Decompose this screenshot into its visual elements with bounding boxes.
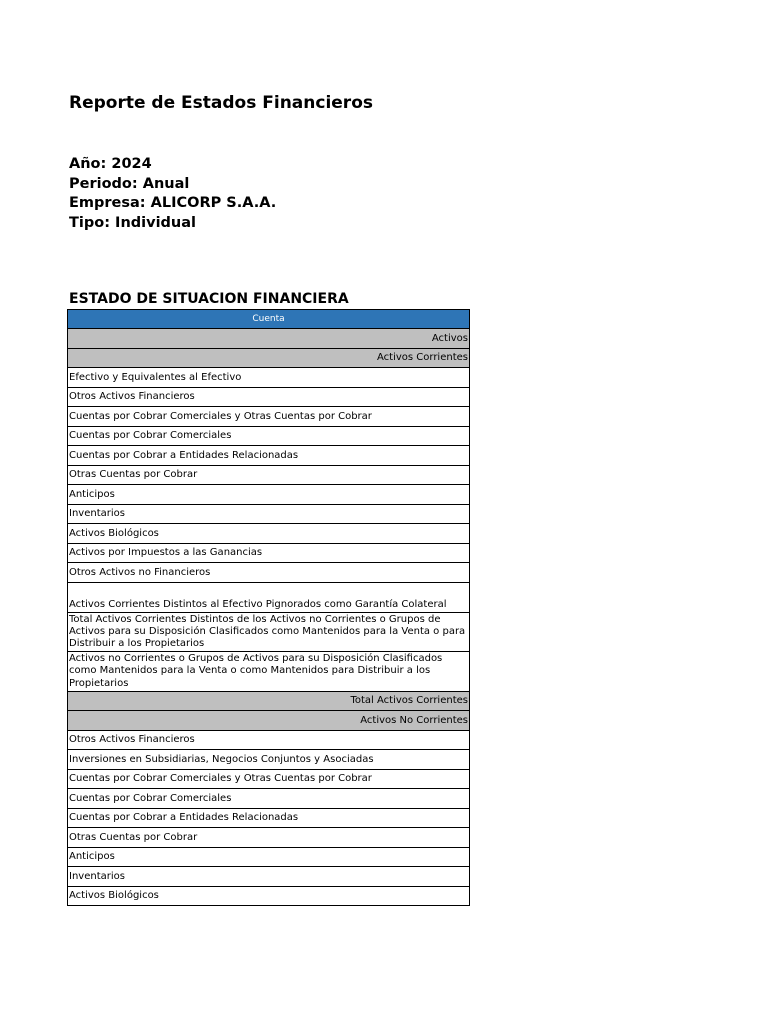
table-row [68,504,470,524]
account-cell: Cuentas por Cobrar Comerciales y Otras Cuentas por Cobrar [68,769,470,789]
table-group-row [68,691,470,711]
account-cell: Anticipos [68,847,470,867]
account-cell: Activos no Corrientes o Grupos de Activos para su Disposición Clasificados como Mantenidos para la Venta o como Mantenidos para Distribuir a los Propietarios [68,652,470,692]
account-cell: Inventarios [68,504,470,524]
account-cell: Activos Biológicos [68,886,470,906]
group-label-cell: Activos No Corrientes [68,711,470,731]
report-year: Año: 2024 [69,156,152,172]
table-row [68,769,470,789]
report-metadata [69,155,276,233]
table-group-row [68,348,470,368]
account-cell: Anticipos [68,485,470,505]
table-row [68,543,470,563]
table-row [68,368,470,388]
table-row [68,789,470,809]
report-title: Reporte de Estados Financieros [69,93,373,113]
account-cell: Otros Activos Financieros [68,387,470,407]
table-row [68,407,470,427]
table-row [68,808,470,828]
report-company: Empresa: ALICORP S.A.A. [69,195,277,212]
account-cell: Cuentas por Cobrar a Entidades Relacionadas [68,446,470,466]
account-cell: Otros Activos no Financieros [68,563,470,583]
table-header-row [68,310,470,329]
table-row [68,847,470,867]
account-cell: Cuentas por Cobrar Comerciales [68,426,470,446]
account-cell: Inventarios [68,867,470,887]
account-cell: Efectivo y Equivalentes al Efectivo [68,368,470,388]
table-row [68,485,470,505]
account-cell: Activos por Impuestos a las Ganancias [68,543,470,563]
table-row [68,426,470,446]
report-type: Tipo: Individual [69,214,196,231]
column-header-cuenta: Cuenta [68,310,470,329]
account-cell: Otras Cuentas por Cobrar [68,465,470,485]
table-group-row [68,711,470,731]
account-cell: Activos Biológicos [68,524,470,544]
table-row [68,886,470,906]
table-group-row [68,329,470,349]
table-row [68,867,470,887]
table-row [68,730,470,750]
account-cell: Cuentas por Cobrar a Entidades Relacionadas [68,808,470,828]
table-row [68,465,470,485]
account-cell: Activos Corrientes Distintos al Efectivo Pignorados como Garantía Colateral [68,582,470,612]
table-row [68,387,470,407]
financial-statement-table [67,309,470,906]
group-label-cell: Activos [68,329,470,349]
report-period: Periodo: Anual [69,175,190,192]
account-cell: Total Activos Corrientes Distintos de los Activos no Corrientes o Grupos de Activos para su Disposición Clasificados como Mantenidos para la Venta o para Distribuir a los Propietarios [68,612,470,652]
table-row [68,652,470,692]
table-row [68,828,470,848]
account-cell: Otros Activos Financieros [68,730,470,750]
table-row [68,446,470,466]
table-body [68,329,470,906]
table-row [68,524,470,544]
account-cell: Cuentas por Cobrar Comerciales y Otras Cuentas por Cobrar [68,407,470,427]
group-label-cell: Total Activos Corrientes [68,691,470,711]
account-cell: Cuentas por Cobrar Comerciales [68,789,470,809]
table-row [68,563,470,583]
section-title: ESTADO DE SITUACION FINANCIERA [69,291,349,307]
table-row [68,750,470,770]
group-label-cell: Activos Corrientes [68,348,470,368]
table-row [68,582,470,612]
account-cell: Inversiones en Subsidiarias, Negocios Conjuntos y Asociadas [68,750,470,770]
table-row [68,612,470,652]
account-cell: Otras Cuentas por Cobrar [68,828,470,848]
